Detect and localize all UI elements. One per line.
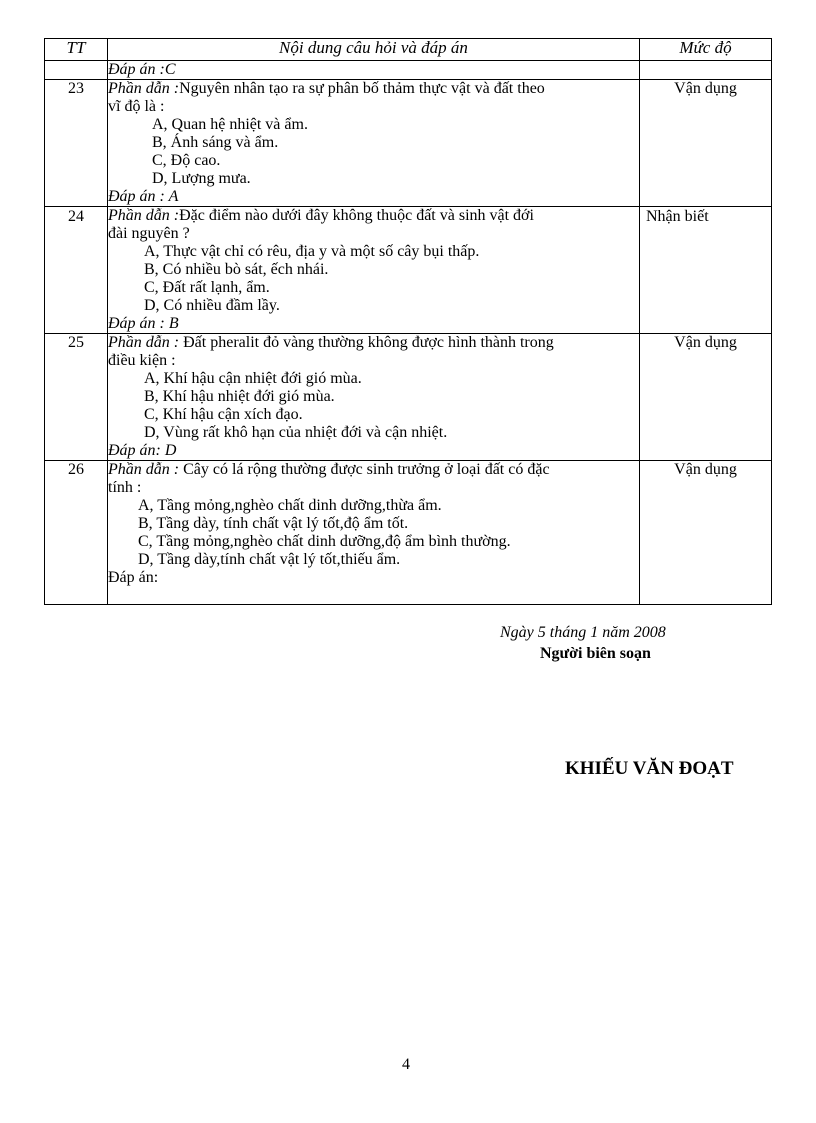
- question-content: [108, 461, 640, 605]
- question-text: Đất pheralit đỏ vàng thường không được hình thành trong: [179, 334, 554, 351]
- question-label: Phần dẫn :: [108, 207, 180, 224]
- signature-role: Người biên soạn: [540, 645, 651, 662]
- carryover-tt: [45, 61, 108, 80]
- difficulty-level: Nhận biết: [640, 207, 772, 334]
- option-d: D, Lượng mưa.: [152, 170, 251, 187]
- option-b: B, Có nhiều bò sát, ếch nhái.: [144, 261, 329, 278]
- question-content: [108, 80, 640, 207]
- signature-date: Ngày 5 tháng 1 năm 2008: [500, 624, 666, 641]
- question-content: [108, 334, 640, 461]
- question-label: Phần dẫn :: [108, 461, 180, 478]
- option-d: D, Tầng dày,tính chất vật lý tốt,thiếu ẩm.: [138, 551, 401, 568]
- question-text: Cây có lá rộng thường được sinh trưởng ở loại đất có đặc: [179, 461, 550, 478]
- header-tt: TT: [45, 39, 108, 61]
- question-table: [44, 38, 772, 605]
- option-c: C, Đất rất lạnh, ẩm.: [144, 279, 270, 296]
- question-number: 26: [45, 461, 108, 605]
- table-row: [45, 461, 772, 605]
- header-level: Mức độ: [640, 39, 772, 61]
- question-text-cont: điều kiện :: [108, 352, 176, 369]
- table-row: [45, 207, 772, 334]
- author-name: KHIẾU VĂN ĐOẠT: [565, 758, 734, 779]
- question-number: 23: [45, 80, 108, 207]
- answer: Đáp án : B: [108, 315, 179, 332]
- question-content: [108, 207, 640, 334]
- answer: Đáp án : A: [108, 188, 179, 205]
- answer: Đáp án:: [108, 569, 159, 586]
- option-d: D, Có nhiều đầm lầy.: [144, 297, 280, 314]
- table-header-row: [45, 39, 772, 61]
- question-number: 24: [45, 207, 108, 334]
- answer: Đáp án: D: [108, 442, 177, 459]
- question-text: Đặc điểm nào dưới đây không thuộc đất và sinh vật đới: [179, 207, 534, 224]
- table-row: [45, 80, 772, 207]
- option-a: A, Quan hệ nhiệt và ẩm.: [152, 116, 308, 133]
- carryover-answer: Đáp án :C: [108, 61, 176, 78]
- question-text-cont: đài nguyên ?: [108, 225, 190, 242]
- difficulty-level: Vận dụng: [640, 461, 772, 605]
- option-c: C, Độ cao.: [152, 152, 221, 169]
- question-number: 25: [45, 334, 108, 461]
- page-number: 4: [402, 1056, 410, 1073]
- option-a: A, Thực vật chỉ có rêu, địa y và một số cây bụi thấp.: [144, 243, 480, 260]
- option-a: A, Tầng mỏng,nghèo chất dinh dưỡng,thừa ẩm.: [138, 497, 442, 514]
- table-row-carryover: [45, 61, 772, 80]
- header-content: Nội dung câu hỏi và đáp án: [108, 39, 640, 61]
- question-text: Nguyên nhân tạo ra sự phân bố thảm thực vật và đất theo: [179, 80, 545, 97]
- question-label: Phần dẫn :: [108, 334, 180, 351]
- carryover-level: [640, 61, 772, 80]
- question-text-cont: vĩ độ là :: [108, 98, 165, 115]
- option-b: B, Ánh sáng và ẩm.: [152, 134, 279, 151]
- table-row: [45, 334, 772, 461]
- difficulty-level: Vận dụng: [640, 334, 772, 461]
- question-label: Phần dẫn :: [108, 80, 180, 97]
- question-text-cont: tính :: [108, 479, 142, 496]
- option-b: B, Khí hậu nhiệt đới gió mùa.: [144, 388, 335, 405]
- option-c: C, Tầng mỏng,nghèo chất dinh dưỡng,độ ẩm bình thường.: [138, 533, 511, 550]
- option-a: A, Khí hậu cận nhiệt đới gió mùa.: [144, 370, 362, 387]
- option-c: C, Khí hậu cận xích đạo.: [144, 406, 303, 423]
- difficulty-level: Vận dụng: [640, 80, 772, 207]
- option-b: B, Tầng dày, tính chất vật lý tốt,độ ẩm tốt.: [138, 515, 409, 532]
- carryover-cell: [108, 61, 640, 80]
- option-d: D, Vùng rất khô hạn của nhiệt đới và cận nhiệt.: [144, 424, 448, 441]
